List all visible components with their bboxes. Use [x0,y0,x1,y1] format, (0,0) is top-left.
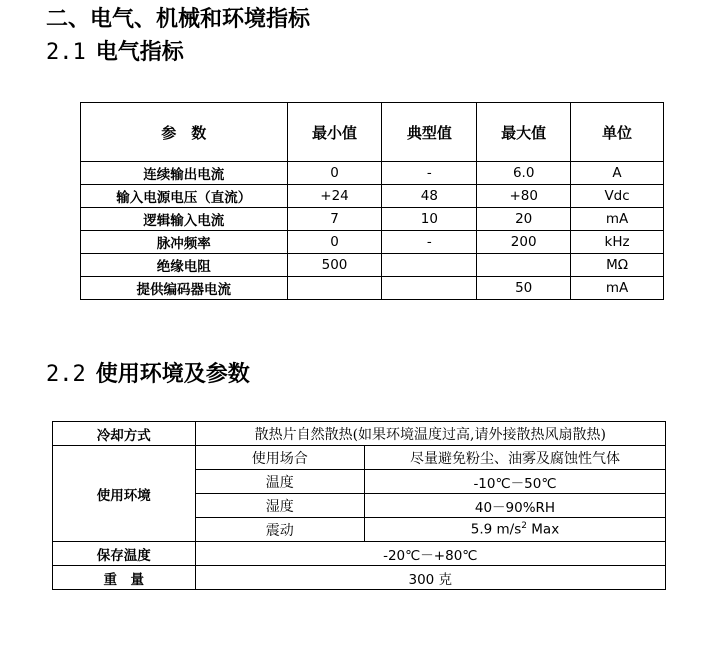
weight-label: 重 量 [53,566,196,590]
table-header-row [81,103,664,162]
cooling-value: 散热片自然散热(如果环境温度过高,请外接散热风扇散热) [195,422,665,446]
usage-item-name: 使用场合 [195,446,364,470]
max-value: 200 [477,231,571,254]
usage-item-value: 尽量避免粉尘、油雾及腐蚀性气体 [364,446,665,470]
section-number: 2.1 [46,40,86,65]
min-value: +24 [287,185,382,208]
param-name: 输入电源电压（直流） [81,185,288,208]
unit-value: Vdc [571,185,664,208]
table-row [81,254,664,277]
header-unit: 单位 [571,103,664,162]
section-title: 电气指标 [95,40,184,65]
electrical-specs-table [80,102,664,300]
storage-label: 保存温度 [53,542,196,566]
table-row [81,162,664,185]
cooling-label: 冷却方式 [53,422,196,446]
typical-value [382,277,477,300]
table-row [53,542,666,566]
header-max: 最大值 [477,103,571,162]
param-name: 脉冲频率 [81,231,288,254]
unit-value: mA [571,208,664,231]
main-heading: 二、电气、机械和环境指标 [46,7,311,32]
storage-value: -20℃－+80℃ [195,542,665,566]
header-min: 最小值 [287,103,382,162]
typical-value: - [382,162,477,185]
table-row [53,446,666,470]
usage-item-value: 40－90%RH [364,494,665,518]
header-parameter: 参 数 [81,103,288,162]
table-row [81,231,664,254]
usage-item-name: 温度 [195,470,364,494]
usage-item-value: -10℃－50℃ [364,470,665,494]
typical-value: - [382,231,477,254]
table-row [81,208,664,231]
header-typical: 典型值 [382,103,477,162]
typical-value: 48 [382,185,477,208]
environment-specs-table [52,421,666,590]
typical-value [382,254,477,277]
param-name: 绝缘电阻 [81,254,288,277]
section-heading-electrical [46,38,184,68]
max-value: 50 [477,277,571,300]
max-value: 6.0 [477,162,571,185]
table-row [53,566,666,590]
param-name: 提供编码器电流 [81,277,288,300]
unit-value: A [571,162,664,185]
unit-value: mA [571,277,664,300]
usage-item-value [364,518,665,542]
section-heading-environment [46,360,250,390]
table-row [81,277,664,300]
min-value: 0 [287,231,382,254]
table-row [53,422,666,446]
usage-label: 使用环境 [53,446,196,542]
min-value: 7 [287,208,382,231]
max-value: 20 [477,208,571,231]
usage-item-name: 震动 [195,518,364,542]
max-value: +80 [477,185,571,208]
max-value [477,254,571,277]
vibration-suffix: Max [526,521,560,538]
typical-value: 10 [382,208,477,231]
table-row [81,185,664,208]
min-value [287,277,382,300]
min-value: 500 [287,254,382,277]
section-title: 使用环境及参数 [95,362,250,387]
unit-value: kHz [571,231,664,254]
usage-item-name: 湿度 [195,494,364,518]
weight-value: 300 克 [195,566,665,590]
param-name: 逻辑输入电流 [81,208,288,231]
vibration-prefix: 5.9 m/s [470,521,522,538]
min-value: 0 [287,162,382,185]
param-name: 连续输出电流 [81,162,288,185]
unit-value: MΩ [571,254,664,277]
vibration-exponent: 2 [521,521,527,532]
section-number: 2.2 [46,362,86,387]
